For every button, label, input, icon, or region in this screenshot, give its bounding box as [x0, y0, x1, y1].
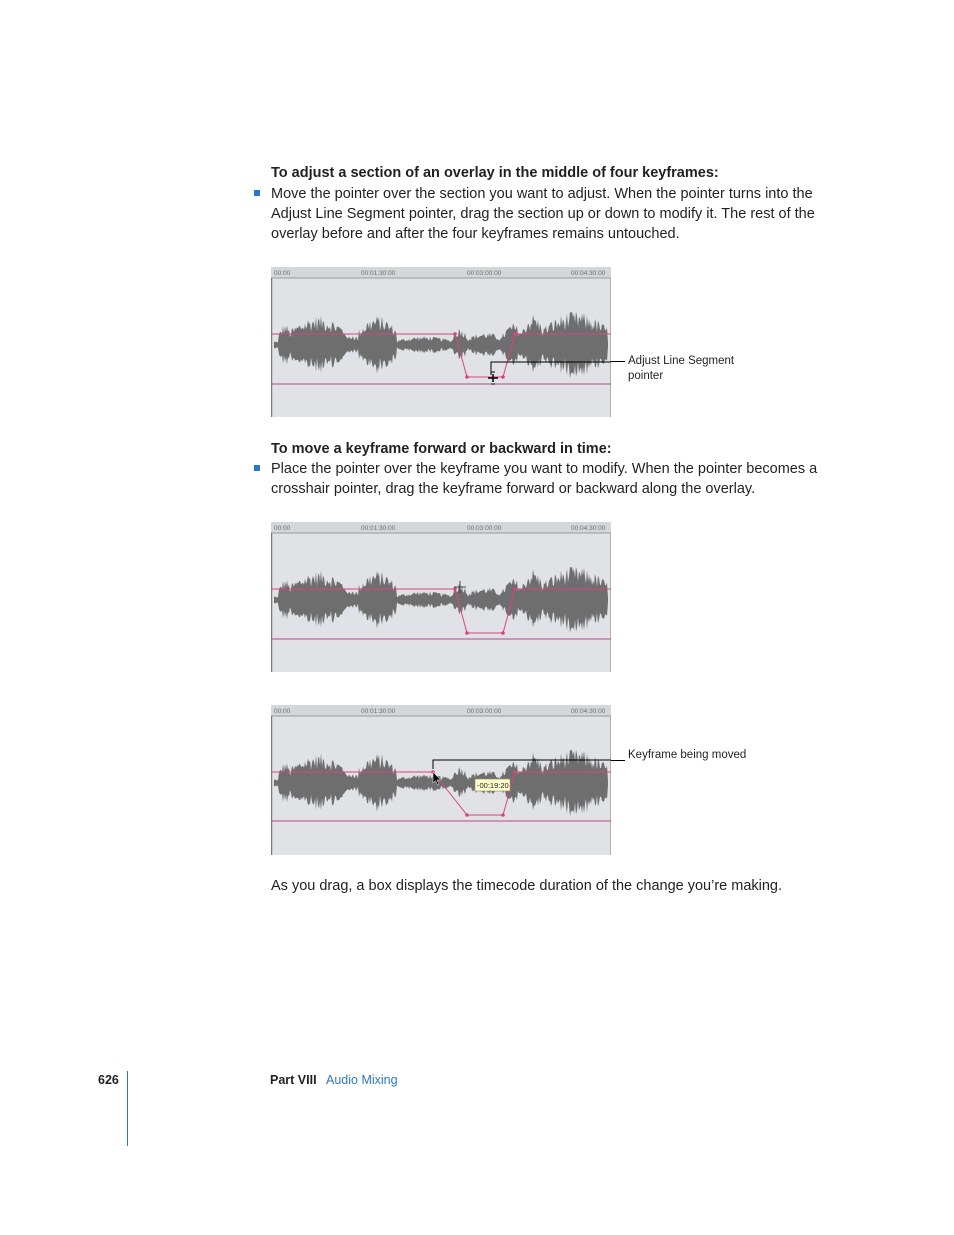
- keyframe-handle[interactable]: [465, 813, 469, 817]
- section1-bullet: [254, 184, 824, 244]
- section2-heading: To move a keyframe forward or backward in time:: [271, 441, 612, 457]
- ruler-tick: 00:03:00:00: [467, 708, 502, 715]
- section2-bullet-text: Place the pointer over the keyframe you want to modify. When the pointer becomes a crosshair pointer, drag the keyframe forward or backward along the overlay.: [271, 461, 818, 497]
- ruler-tick: 00:03:00:00: [467, 270, 502, 277]
- keyframe-handle[interactable]: [501, 813, 505, 817]
- ruler-tick: 00:04:30:00: [571, 708, 606, 715]
- keyframe-handle[interactable]: [513, 587, 517, 591]
- keyframe-handle[interactable]: [453, 332, 457, 336]
- ruler-tick: 00:04:30:00: [571, 525, 606, 532]
- section1-bullet-text: Move the pointer over the section you want to adjust. When the pointer turns into the Adjust Line Segment pointer, drag the section up or down to modify it. The rest of the overlay before and after the four keyframes remains untouched.: [271, 186, 815, 242]
- ruler-tick: 00:03:00:00: [467, 525, 502, 532]
- figure-adjust-segment: [271, 267, 611, 417]
- ruler-tick: 00:01:30:00: [361, 525, 396, 532]
- section1-heading: To adjust a section of an overlay in the middle of four keyframes:: [271, 165, 719, 181]
- ruler-tick: 00:00: [274, 708, 291, 715]
- ruler-tick: 00:00: [274, 525, 291, 532]
- timecode-tooltip: [475, 779, 510, 791]
- page-number: 626: [98, 1073, 119, 1087]
- keyframe-handle[interactable]: [465, 631, 469, 635]
- ruler-tick: 00:01:30:00: [361, 708, 396, 715]
- figure1-callout-leader-ext: [611, 361, 625, 362]
- bullet-square-icon: [254, 465, 260, 471]
- figure1-callout-label: Adjust Line Segment pointer: [628, 355, 735, 382]
- ruler-tick: 00:00: [274, 270, 291, 277]
- figure3-callout-leader-ext: [611, 760, 625, 761]
- figure3-callout-label: Keyframe being moved: [628, 749, 747, 761]
- closing-paragraph: As you drag, a box displays the timecode duration of the change you’re making.: [271, 878, 783, 894]
- figure-keyframe-moving: [271, 705, 611, 855]
- figure-crosshair-pointer: [271, 522, 611, 672]
- footer-part: Part VIII: [270, 1073, 317, 1087]
- keyframe-handle[interactable]: [501, 375, 505, 379]
- section2-bullet: [254, 459, 824, 499]
- keyframe-handle[interactable]: [453, 587, 457, 591]
- keyframe-handle[interactable]: [513, 770, 517, 774]
- ruler-tick: 00:04:30:00: [571, 270, 606, 277]
- footer-rule: [127, 1071, 128, 1146]
- keyframe-handle[interactable]: [513, 332, 517, 336]
- bullet-square-icon: [254, 190, 260, 196]
- footer-section-link[interactable]: Audio Mixing: [326, 1073, 398, 1087]
- ruler-tick: 00:01:30:00: [361, 270, 396, 277]
- keyframe-handle[interactable]: [501, 631, 505, 635]
- keyframe-handle[interactable]: [465, 375, 469, 379]
- timecode-tooltip-text: -00:19:20: [477, 781, 509, 790]
